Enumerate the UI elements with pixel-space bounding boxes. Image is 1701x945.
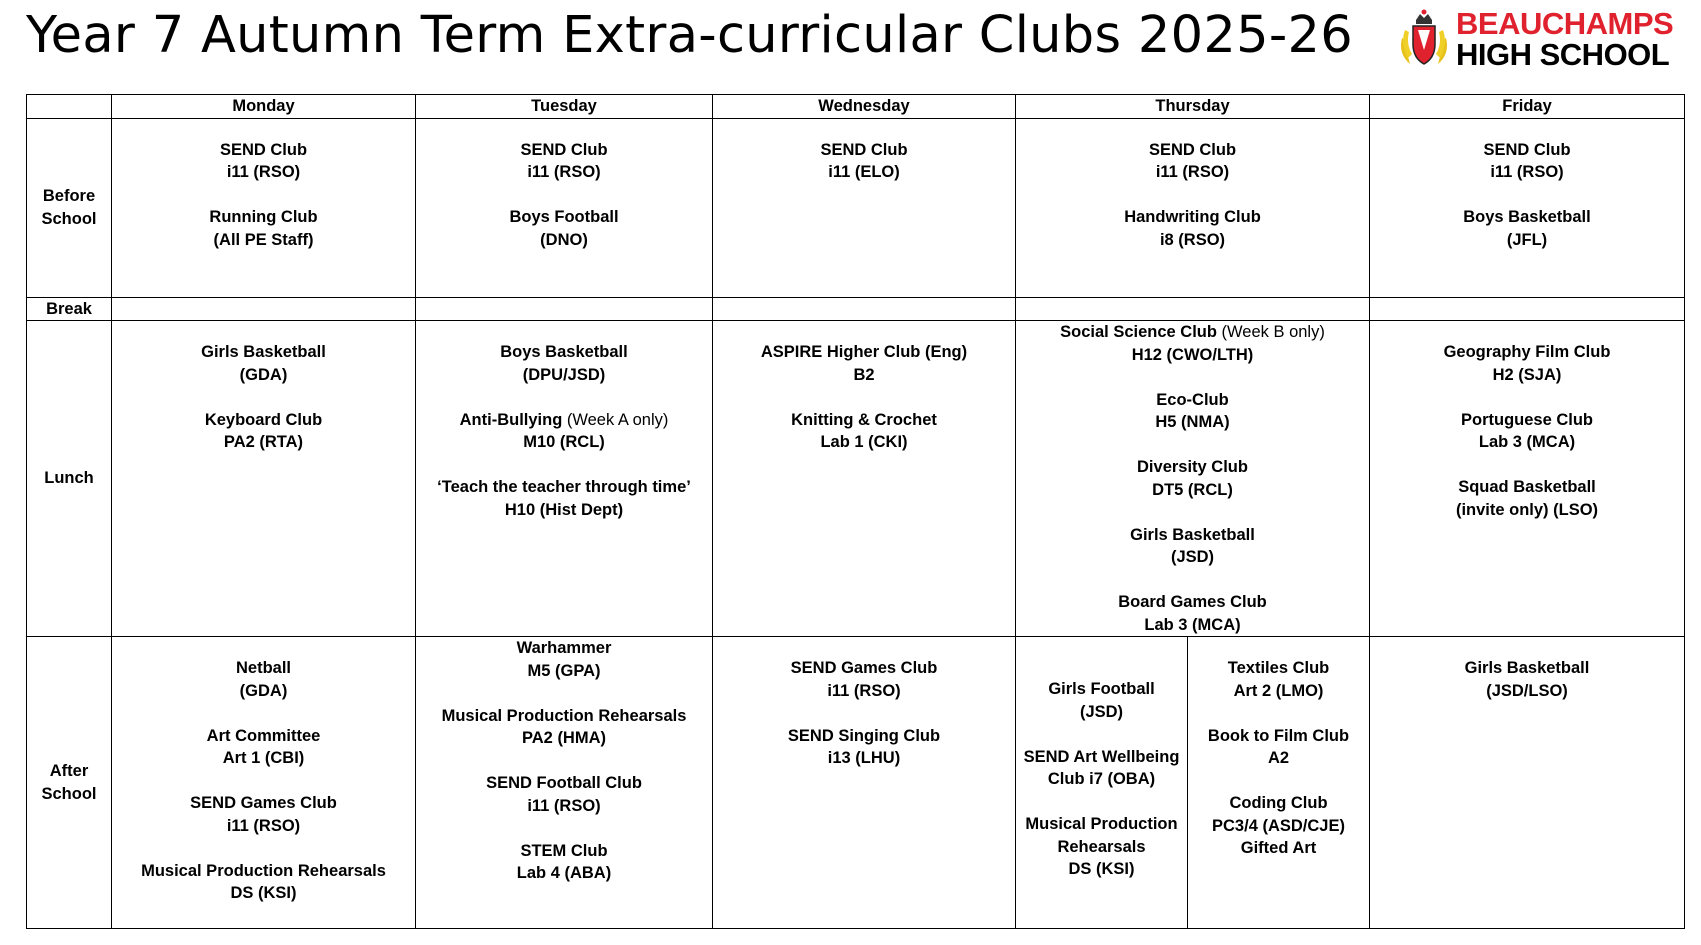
club-line: Art 1 (CBI): [222, 749, 305, 767]
club-line: Squad Basketball: [1458, 478, 1596, 496]
club-line: SEND Club: [1483, 140, 1571, 159]
club-line: SEND Games Club: [790, 659, 938, 677]
club-line: (JSD): [1170, 548, 1215, 566]
header-row: [27, 95, 1685, 119]
club-line: Coding Club: [1229, 794, 1328, 812]
thursday-after-right: [1188, 637, 1369, 928]
cell-before-monday: [112, 118, 416, 297]
cell-after-monday: [112, 637, 416, 929]
cell-break-tuesday: [416, 297, 713, 321]
cell-after-thursday: [1016, 637, 1370, 929]
club-line: Diversity Club: [1137, 458, 1248, 476]
club-line: (invite only) (LSO): [1455, 500, 1599, 519]
day-header-thursday: Thursday: [1016, 95, 1370, 119]
club-line: Knitting & Crochet: [791, 410, 937, 429]
club-line: B2: [853, 365, 875, 384]
club-line: Geography Film Club: [1443, 343, 1611, 361]
club-line: Portuguese Club: [1460, 410, 1593, 429]
club-line: [420, 409, 708, 432]
logo-text-line1: BEAUCHAMPS: [1456, 6, 1674, 41]
row-label-before-school: [27, 118, 112, 297]
cell-break-friday: [1370, 297, 1685, 321]
club-line: i11 (RSO): [527, 163, 601, 181]
club-line: SEND Club: [1148, 140, 1237, 159]
club-line: Keyboard Club: [204, 410, 323, 429]
club-line: M10 (RCL): [523, 433, 605, 451]
club-line: i13 (LHU): [827, 749, 901, 767]
club-line: Art Committee: [206, 726, 321, 745]
cell-lunch-wednesday: [713, 321, 1016, 637]
cell-after-wednesday: [713, 637, 1016, 929]
club-line: (JFL): [1506, 230, 1548, 249]
club-line: (JSD): [1079, 702, 1124, 721]
club-line: (JSD/LSO): [1486, 681, 1568, 700]
cell-after-tuesday: [416, 637, 713, 929]
club-line: Board Games Club: [1118, 593, 1267, 611]
club-line: (DPU/JSD): [522, 365, 606, 384]
club-line: Boys Basketball: [1463, 208, 1591, 226]
row-label-text: After: [49, 762, 89, 780]
cell-lunch-thursday: [1016, 321, 1370, 637]
club-line: Girls Football: [1048, 680, 1155, 698]
row-label-text: Before: [42, 187, 96, 205]
club-line: Gifted Art: [1240, 839, 1317, 857]
club-line: Lab 1 (CKI): [820, 433, 908, 451]
cell-break-monday: [112, 297, 416, 321]
club-line: [1020, 321, 1365, 344]
club-line: Musical Production: [1025, 815, 1178, 833]
club-line: SEND Club: [820, 140, 908, 159]
day-header-wednesday: Wednesday: [713, 95, 1016, 119]
club-line: H5 (NMA): [1155, 413, 1230, 431]
club-line: PC3/4 (ASD/CJE): [1212, 816, 1345, 835]
week-note: (Week B only): [1216, 323, 1325, 341]
day-header-monday: Monday: [112, 95, 416, 119]
club-line: Lab 3 (MCA): [1144, 615, 1241, 634]
club-line: Handwriting Club: [1124, 208, 1261, 226]
club-line: Club i7 (OBA): [1047, 770, 1156, 788]
row-label-after-school: [27, 637, 112, 929]
club-line: SEND Club: [520, 140, 608, 159]
club-line: i11 (RSO): [226, 163, 301, 181]
cell-lunch-tuesday: [416, 321, 713, 637]
page-title: Year 7 Autumn Term Extra-curricular Clubs 2025-26: [26, 6, 1354, 65]
club-line: SEND Football Club: [486, 774, 642, 792]
club-line: i11 (RSO): [1490, 163, 1564, 181]
club-line: Textiles Club: [1227, 659, 1330, 677]
row-label-break: Break: [27, 297, 112, 321]
club-line: ‘Teach the teacher through time’: [437, 478, 691, 496]
club-line: (GDA): [239, 365, 288, 384]
club-line: Girls Basketball: [201, 343, 326, 361]
club-line: PA2 (HMA): [521, 729, 607, 747]
club-line: ASPIRE Higher Club (Eng): [760, 343, 968, 361]
club-line: Musical Production Rehearsals: [141, 861, 386, 880]
club-line: Musical Production Rehearsals: [441, 706, 687, 725]
club-line: Lab 4 (ABA): [516, 864, 612, 882]
day-header-tuesday: Tuesday: [416, 95, 713, 119]
club-line: i11 (ELO): [828, 163, 900, 181]
cell-lunch-monday: [112, 321, 416, 637]
club-line: i11 (RSO): [827, 681, 901, 700]
club-line: (All PE Staff): [213, 230, 314, 249]
club-line: Book to Film Club: [1207, 726, 1350, 745]
club-line: Running Club: [209, 208, 318, 226]
corner-cell: [27, 95, 112, 119]
club-line: i11 (RSO): [1155, 163, 1230, 181]
cell-after-friday: [1370, 637, 1685, 929]
club-line: DS (KSI): [1068, 860, 1135, 878]
logo-text-line2: HIGH SCHOOL: [1456, 37, 1670, 72]
club-line: STEM Club: [520, 841, 608, 860]
club-line: Art 2 (LMO): [1233, 681, 1324, 700]
club-line: H2 (SJA): [1492, 365, 1562, 384]
club-line: Boys Basketball: [500, 343, 628, 361]
club-line: Warhammer: [516, 639, 612, 657]
clubs-timetable: [26, 94, 1685, 929]
lunch-row: [27, 321, 1685, 637]
cell-lunch-friday: [1370, 321, 1685, 637]
club-line: PA2 (RTA): [223, 433, 304, 451]
club-line: A2: [1267, 749, 1290, 767]
club-line: i11 (RSO): [226, 816, 301, 835]
club-line: i11 (RSO): [527, 796, 601, 815]
club-name: Social Science Club: [1060, 323, 1217, 341]
club-line: DS (KSI): [230, 884, 297, 902]
week-note: (Week A only): [562, 410, 669, 429]
club-line: Boys Football: [509, 208, 619, 226]
club-line: SEND Club: [219, 140, 308, 159]
club-line: H10 (Hist Dept): [504, 500, 624, 519]
club-line: Girls Basketball: [1464, 659, 1590, 677]
club-line: i8 (RSO): [1159, 230, 1226, 249]
club-line: (DNO): [540, 230, 588, 249]
cell-before-thursday: [1016, 118, 1370, 297]
club-name: Anti-Bullying: [459, 410, 563, 429]
day-header-friday: Friday: [1370, 95, 1685, 119]
thursday-after-left: [1016, 637, 1188, 928]
club-line: SEND Art Wellbeing: [1023, 747, 1180, 766]
after-school-row: [27, 637, 1685, 929]
cell-before-tuesday: [416, 118, 713, 297]
club-line: H12 (CWO/LTH): [1131, 345, 1254, 364]
club-line: Rehearsals: [1057, 837, 1146, 856]
club-line: SEND Singing Club: [787, 726, 941, 745]
club-line: DT5 (RCL): [1152, 480, 1233, 499]
club-line: Girls Basketball: [1130, 525, 1255, 544]
club-line: (GDA): [239, 681, 288, 700]
club-line: SEND Games Club: [190, 794, 337, 812]
before-school-row: [27, 118, 1685, 297]
club-line: M5 (GPA): [527, 661, 601, 680]
cell-break-wednesday: [713, 297, 1016, 321]
club-line: Lab 3 (MCA): [1478, 433, 1576, 451]
club-line: Netball: [235, 659, 291, 677]
cell-before-wednesday: [713, 118, 1016, 297]
row-label-text: School: [41, 209, 97, 228]
break-row: [27, 297, 1685, 321]
cell-break-thursday: [1016, 297, 1370, 321]
club-line: Eco-Club: [1156, 390, 1229, 409]
cell-before-friday: [1370, 118, 1685, 297]
school-logo: [1396, 6, 1698, 72]
school-crest-icon: [1396, 8, 1452, 68]
row-label-text: School: [41, 784, 97, 803]
row-label-lunch: Lunch: [27, 321, 112, 637]
